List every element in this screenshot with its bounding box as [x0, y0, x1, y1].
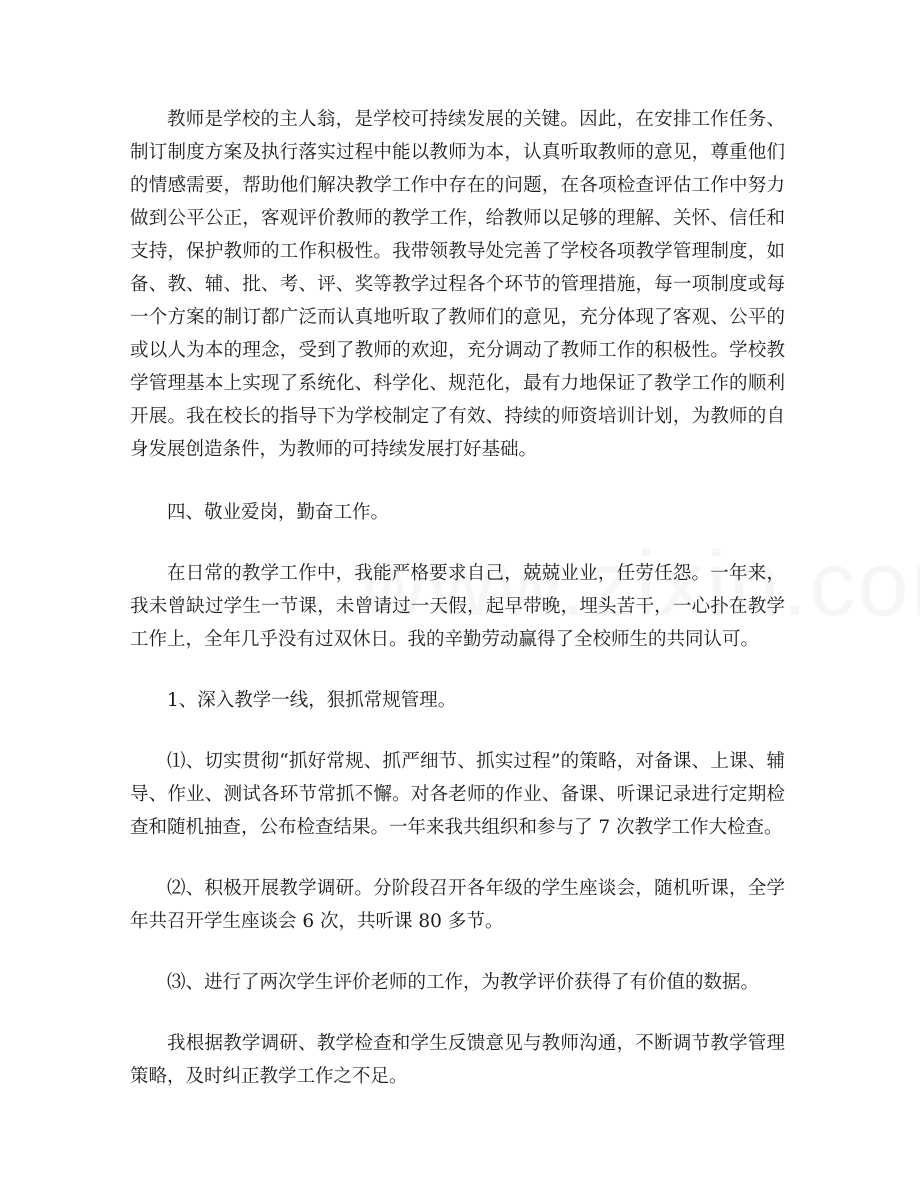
section-heading-dedication: 四、敬业爱岗，勤奋工作。: [167, 502, 390, 523]
document-body: [130, 103, 785, 1121]
list-item-3: ⑶、进行了两次学生评价老师的工作，为教学评价获得了有价值的数据。: [167, 972, 760, 993]
paragraph-teacher-centered: 教师是学校的主人翁，是学校可持续发展的关键。因此，在安排工作任务、制订制度方案及执行落实过程中能以教师为本，认真听取教师的意见，尊重他们的情感需要，帮助他们解决教学工作中存在的问题，在各项检查评估工作中努力做到公平公正，客观评价教师的教学工作，给教师以足够的理解、关怀、信任和支持，保护教师的工作积极性。我带领教导处完善了学校各项教学管理制度，如备、教、辅、批、考、评、奖等教学过程各个环节的管理措施，每一项制度或每一个方案的制订都广泛而认真地听取了教师们的意见，充分体现了客观、公平的或以人为本的理念，受到了教师的欢迎，充分调动了教师工作的积极性。学校教学管理基本上实现了系统化、科学化、规范化，最有力地保证了教学工作的顺利开展。我在校长的指导下为学校制定了有效、持续的师资培训计划，为教师的自身发展创造条件，为教师的可持续发展打好基础。: [130, 109, 785, 460]
subheading-routine-management: 1、深入教学一线，狠抓常规管理。: [167, 690, 457, 711]
list-item-2: ⑵、积极开展教学调研。分阶段召开各年级的学生座谈会，随机听课，全学年共召开学生座谈会 6 次，共听课 80 多节。: [130, 878, 785, 932]
paragraph-conclusion: 我根据教学调研、教学检查和学生反馈意见与教师沟通，不断调节教学管理策略，及时纠正教学工作之不足。: [130, 1033, 785, 1087]
list-item-1: ⑴、切实贯彻“抓好常规、抓严细节、抓实过程”的策略，对备课、上课、辅导、作业、测试各环节常抓不懈。对各老师的作业、备课、听课记录进行定期检查和随机抽查，公布检查结果。一年来我共组织和参与了 7 次教学工作大检查。: [130, 751, 785, 838]
paragraph-daily-work: 在日常的教学工作中，我能严格要求自己，兢兢业业，任劳任怨。一年来，我未曾缺过学生一节课，未曾请过一天假，起早带晚，埋头苦干，一心扑在教学工作上，全年几乎没有过双休日。我的辛勤劳动赢得了全校师生的共同认可。: [130, 563, 785, 650]
